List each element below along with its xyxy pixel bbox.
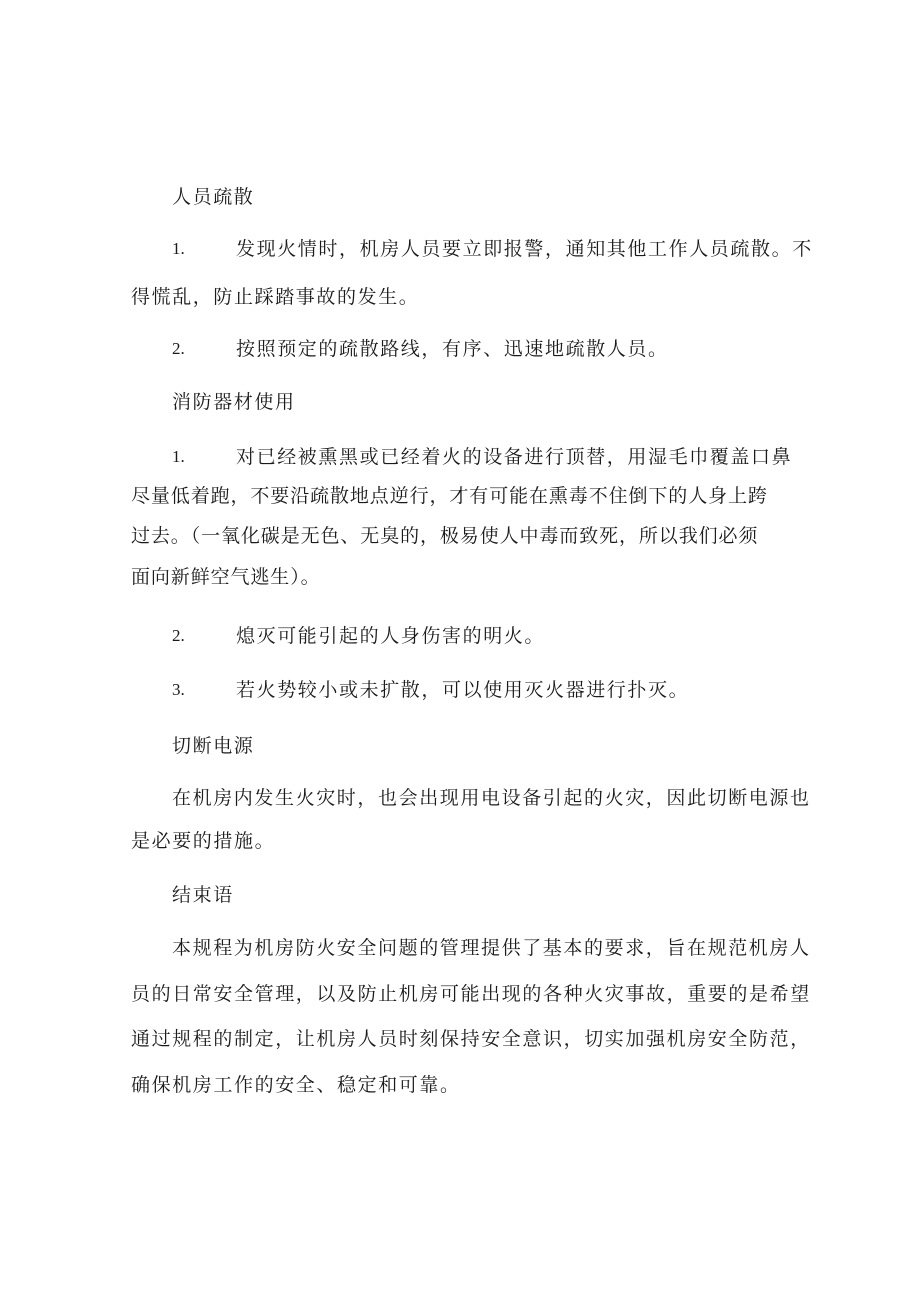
power-paragraph-line-1: 在机房内发生火灾时，也会出现用电设备引起的火灾，因此切断电源也 <box>172 787 811 809</box>
evacuation-item-1-line-1: 发现火情时，机房人员要立即报警，通知其他工作人员疏散。不 <box>236 238 813 260</box>
section-heading-equipment: 消防器材使用 <box>172 391 296 413</box>
conclusion-paragraph-line-3: 通过规程的制定，让机房人员时刻保持安全意识，切实加强机房安全防范， <box>131 1028 811 1050</box>
section-heading-power: 切断电源 <box>172 735 255 757</box>
equipment-item-1-line-3: 过去。（一氧化碳是无色、无臭的，极易使人中毒而致死，所以我们必须 <box>131 525 759 547</box>
conclusion-paragraph-line-4: 确保机房工作的安全、稳定和可靠。 <box>131 1074 461 1096</box>
section-heading-conclusion: 结束语 <box>172 884 234 906</box>
equipment-item-2-line-1: 熄灭可能引起的人身伤害的明火。 <box>236 625 546 647</box>
section-heading-evacuation: 人员疏散 <box>172 186 255 208</box>
equipment-item-1-line-2: 尽量低着跑，不要沿疏散地点逆行，才有可能在熏毒不住倒下的人身上跨 <box>131 485 768 507</box>
power-paragraph-line-2: 是必要的措施。 <box>131 830 276 852</box>
equipment-item-1-line-1: 对已经被熏黑或已经着火的设备进行顶替，用湿毛巾覆盖口鼻 <box>236 446 793 468</box>
evacuation-item-2-number: 2. <box>172 339 185 358</box>
equipment-item-1-line-4: 面向新鲜空气逃生）。 <box>131 566 321 588</box>
conclusion-paragraph-line-2: 员的日常安全管理，以及防止机房可能出现的各种火灾事故，重要的是希望 <box>131 983 811 1005</box>
equipment-item-2-number: 2. <box>172 626 185 645</box>
conclusion-paragraph-line-1: 本规程为机房防火安全问题的管理提供了基本的要求，旨在规范机房人 <box>172 937 811 959</box>
evacuation-item-2-line-1: 按照预定的疏散路线，有序、迅速地疏散人员。 <box>236 338 669 360</box>
evacuation-item-1-number: 1. <box>172 239 185 258</box>
equipment-item-3-line-1: 若火势较小或未扩散，可以使用灭火器进行扑灭。 <box>236 679 690 701</box>
evacuation-item-1-line-2: 得慌乱，防止踩踏事故的发生。 <box>131 286 420 308</box>
equipment-item-3-number: 3. <box>172 680 185 699</box>
equipment-item-1-number: 1. <box>172 447 185 466</box>
